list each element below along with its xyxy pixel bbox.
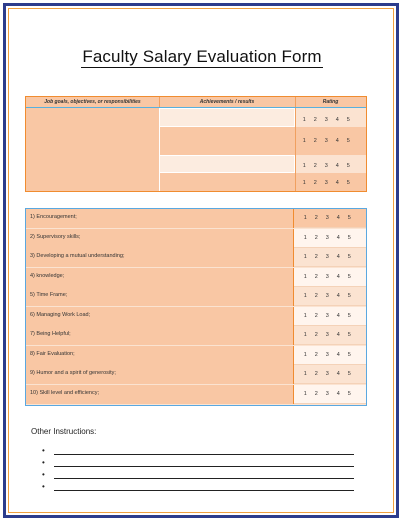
rating-cell[interactable] (294, 326, 366, 345)
achievement-cell[interactable] (159, 108, 295, 127)
rating-scale: 1 2 3 4 5 (303, 332, 354, 338)
criteria-label: 3) Developing a mutual understanding; (26, 248, 294, 267)
criteria-row (26, 229, 366, 248)
criteria-label: 5) Time Frame; (26, 287, 294, 306)
criteria-label: 2) Supervisory skills; (26, 229, 294, 248)
criteria-label: 9) Humor and a spirit of generosity; (26, 365, 294, 384)
bullet: • (42, 470, 45, 479)
header-achievements: Achievements / results (199, 99, 255, 105)
rating-cell[interactable] (294, 268, 366, 287)
form-title-text: Faculty Salary Evaluation Form (82, 47, 322, 66)
criteria-row (26, 287, 366, 306)
criteria-label: 1) Encouragement; (26, 209, 294, 228)
rating-scale: 1 2 3 4 5 (303, 371, 354, 377)
rating-cell[interactable] (294, 385, 366, 404)
rating-scale: 1 2 3 4 5 (303, 234, 354, 241)
achievement-cell[interactable] (159, 127, 295, 155)
rating-cell[interactable] (295, 155, 366, 173)
achievement-cell[interactable] (159, 155, 295, 173)
form-title (0, 47, 404, 67)
rating-scale: 1 2 3 4 5 (302, 117, 353, 123)
rating-scale: 1 2 3 4 5 (303, 351, 354, 358)
rating-cell[interactable] (295, 108, 366, 127)
rating-cell[interactable] (294, 248, 366, 267)
bullet: • (42, 446, 45, 455)
criteria-row (26, 346, 366, 365)
achievement-cell[interactable] (159, 173, 295, 191)
rating-scale: 1 2 3 4 5 (302, 138, 353, 144)
instruction-line[interactable] (54, 466, 354, 467)
instruction-line[interactable] (54, 478, 354, 479)
rating-cell[interactable] (294, 209, 366, 228)
rating-scale: 1 2 3 4 5 (303, 254, 354, 260)
rating-scale: 1 2 3 4 5 (303, 390, 354, 397)
rating-scale: 1 2 3 4 5 (303, 312, 354, 319)
header-divider (295, 97, 296, 107)
rating-scale: 1 2 3 4 5 (303, 293, 354, 299)
rating-cell[interactable] (294, 287, 366, 306)
criteria-label: 8) Fair Evaluation; (26, 346, 294, 365)
bullet: • (42, 458, 45, 467)
rating-scale: 1 2 3 4 5 (303, 273, 354, 280)
criteria-row (26, 268, 366, 287)
other-instructions-label: Other Instructions: (31, 427, 97, 436)
goals-table (25, 96, 367, 192)
rating-cell[interactable] (294, 307, 366, 326)
instruction-line[interactable] (54, 490, 354, 491)
rating-cell[interactable] (295, 127, 366, 155)
rating-cell[interactable] (294, 229, 366, 248)
rating-cell[interactable] (294, 346, 366, 365)
header-goals: Job goals, objectives, or responsibilities (44, 99, 141, 105)
rating-cell[interactable] (295, 173, 366, 191)
rating-scale: 1 2 3 4 5 (303, 215, 354, 221)
bullet: • (42, 482, 45, 491)
criteria-label: 4) knowledge; (26, 268, 294, 287)
criteria-label: 10) Skill level and efficiency; (26, 385, 294, 404)
rating-scale: 1 2 3 4 5 (302, 180, 353, 186)
criteria-row (26, 365, 366, 384)
rating-scale: 1 2 3 4 5 (302, 163, 353, 169)
header-divider (159, 97, 160, 107)
criteria-row (26, 307, 366, 326)
instruction-line[interactable] (54, 454, 354, 455)
criteria-row (26, 385, 366, 404)
header-rating: Rating (322, 99, 339, 105)
criteria-table (25, 208, 367, 406)
goals-table-header (26, 97, 366, 108)
criteria-row (26, 326, 366, 345)
criteria-row (26, 209, 366, 228)
criteria-label: 6) Managing Work Load; (26, 307, 294, 326)
criteria-row (26, 248, 366, 267)
rating-cell[interactable] (294, 365, 366, 384)
criteria-label: 7) Being Helpful; (26, 326, 294, 345)
